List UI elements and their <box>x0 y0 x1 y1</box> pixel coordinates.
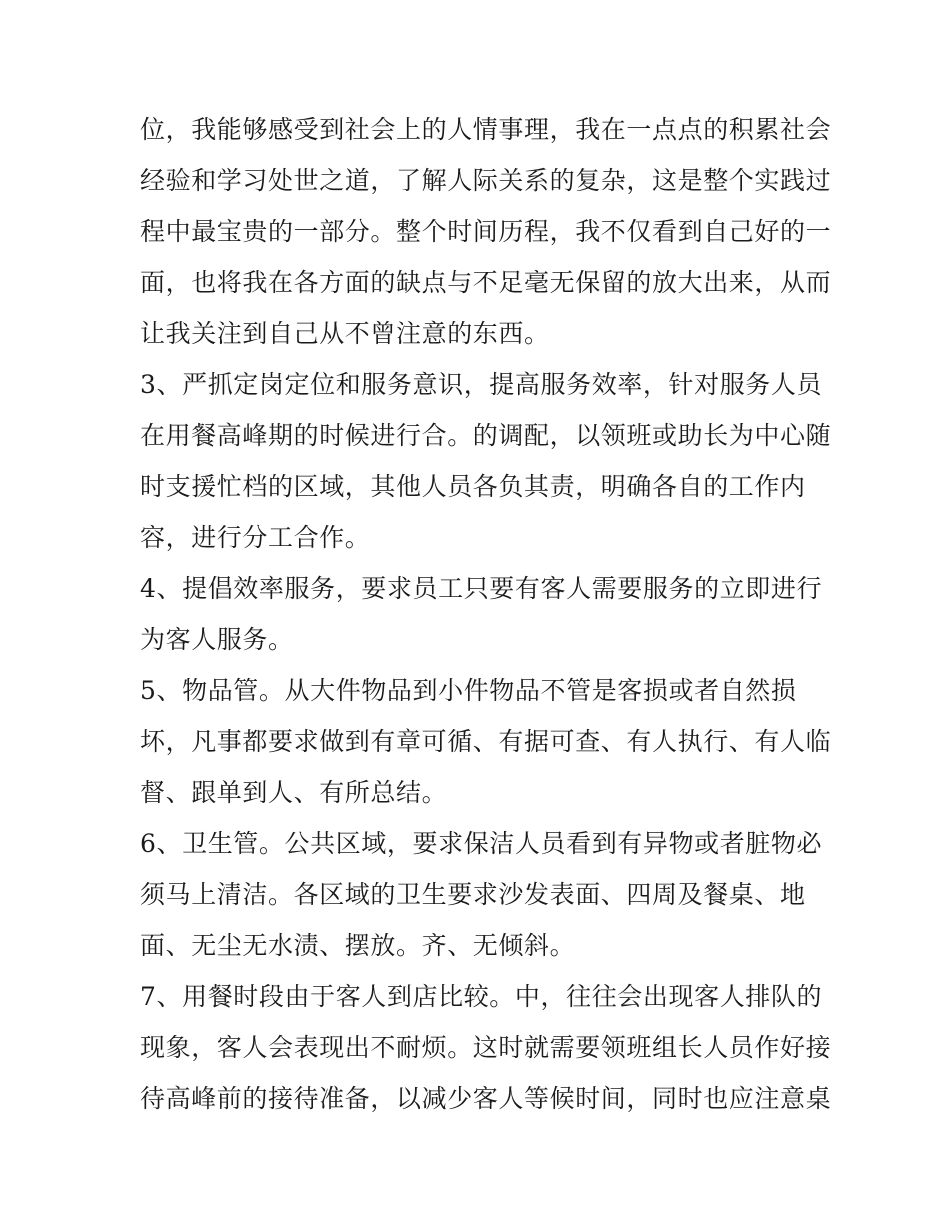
text-line: 时支援忙档的区域，其他人员各负其责，明确各自的工作内 <box>140 472 806 501</box>
text-line: 5、物品管。从大件物品到小件物品不管是客损或者自然损 <box>140 676 797 705</box>
text-line: 面，也将我在各方面的缺点与不足毫无保留的放大出来，从而 <box>140 268 832 297</box>
text-line: 位，我能够感受到社会上的人情事理，我在一点点的积累社会 <box>140 115 832 144</box>
text-line: 现象，客人会表现出不耐烦。这时就需要领班组长人员作好接 <box>140 1033 832 1062</box>
text-line: 面、无尘无水渍、摆放。齐、无倾斜。 <box>140 931 576 960</box>
text-line: 4、提倡效率服务，要求员工只要有客人需要服务的立即进行 <box>140 574 823 603</box>
text-line: 3、严抓定岗定位和服务意识，提高服务效率，针对服务人员 <box>140 370 823 399</box>
text-line: 让我关注到自己从不曾注意的东西。 <box>140 319 550 348</box>
text-line: 在用餐高峰期的时候进行合。的调配，以领班或助长为中心随 <box>140 421 832 450</box>
text-line: 经验和学习处世之道，了解人际关系的复杂，这是整个实践过 <box>140 166 832 195</box>
text-line: 7、用餐时段由于客人到店比较。中，往往会出现客人排队的 <box>140 982 823 1011</box>
text-line: 督、跟单到人、有所总结。 <box>140 778 448 807</box>
text-line: 6、卫生管。公共区域，要求保洁人员看到有异物或者脏物必 <box>140 829 823 858</box>
text-line: 容，进行分工合作。 <box>140 523 371 552</box>
text-line: 须马上清洁。各区域的卫生要求沙发表面、四周及餐桌、地 <box>140 880 806 909</box>
text-line: 坏，凡事都要求做到有章可循、有据可查、有人执行、有人临 <box>140 727 832 756</box>
text-line: 为客人服务。 <box>140 625 294 654</box>
text-line: 待高峰前的接待准备，以减少客人等候时间，同时也应注意桌 <box>140 1084 832 1113</box>
document-body <box>140 104 832 1124</box>
text-line: 程中最宝贵的一部分。整个时间历程，我不仅看到自己好的一 <box>140 217 832 246</box>
